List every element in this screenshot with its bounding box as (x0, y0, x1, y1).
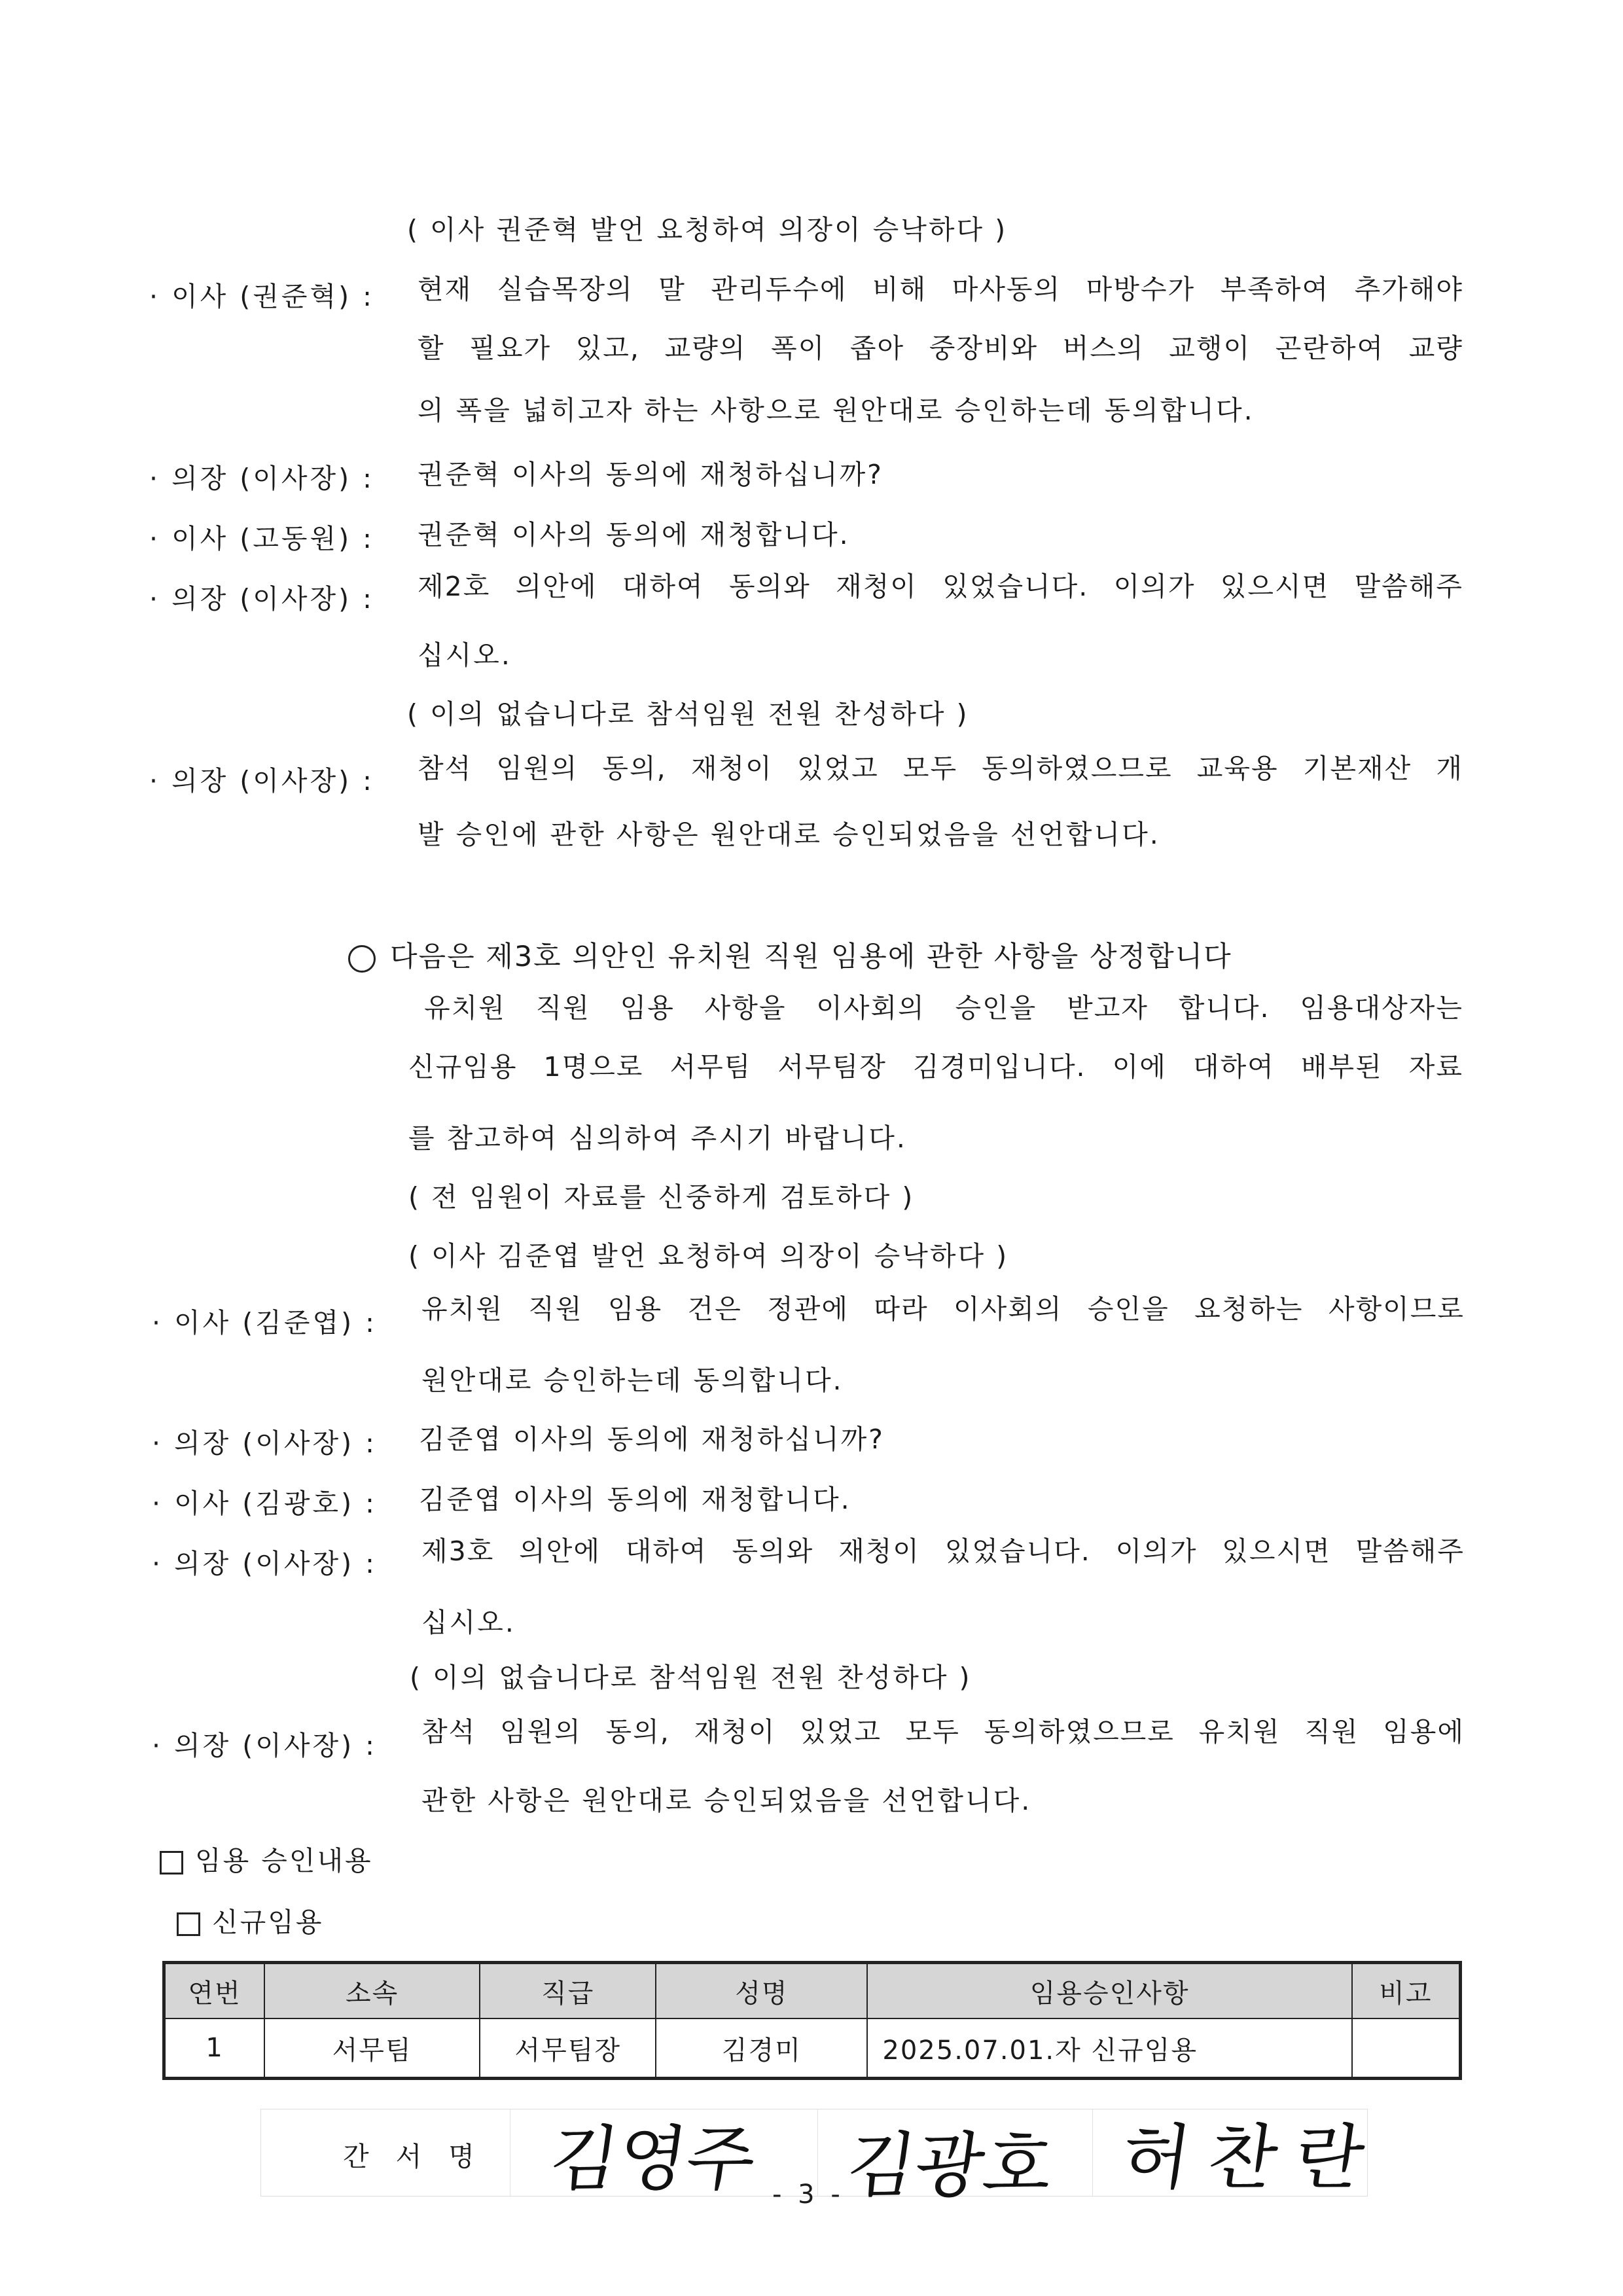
statement-line: 원안대로 승인하는데 동의합니다. (421, 1365, 844, 1396)
speaker-label: · 이사 (권준혁) : (149, 281, 374, 312)
agenda-heading (348, 935, 1232, 975)
table-cell: 2025.07.01.자 신규임용 (867, 2018, 1351, 2079)
table-cell: 서무팀장 (480, 2018, 656, 2079)
table-cell: 김경미 (656, 2018, 867, 2079)
statement-line: 할 필요가 있고, 교량의 폭이 좁아 중장비와 버스의 교행이 곤란하여 교량 (418, 332, 1463, 364)
checkbox-square-icon (160, 1851, 183, 1874)
checkbox-square-icon (177, 1912, 200, 1936)
section-subtitle-text: 신규임용 (212, 1907, 324, 1938)
statement-line: 를 참고하여 심의하여 주시기 바랍니다. (408, 1122, 907, 1154)
statement-line: 참석 임원의 동의, 재청이 있었고 모두 동의하였으므로 교육용 기본재산 개 (418, 753, 1463, 784)
speaker-label: · 이사 (김준엽) : (152, 1307, 377, 1338)
table-row (164, 2018, 1461, 2079)
signature-label: 간 서 명 (343, 2141, 484, 2172)
statement-line: 참석 임원의 동의, 재청이 있었고 모두 동의하였으므로 유치원 직원 임용에 (421, 1716, 1465, 1748)
column-header: 소속 (264, 1963, 480, 2019)
column-header: 직급 (480, 1963, 656, 2019)
handwritten-signature: 김광호 (841, 2125, 1058, 2207)
agenda-heading-text: 다음은 제3호 의안인 유치원 직원 임용에 관한 사항을 상정합니다 (390, 941, 1232, 973)
speaker-label: · 의장 (이사장) : (149, 765, 374, 797)
table-header-row (164, 1963, 1461, 2019)
column-header: 비고 (1352, 1963, 1461, 2019)
statement-line: 신규임용 1명으로 서무팀 서무팀장 김경미입니다. 이에 대하여 배부된 자료 (408, 1051, 1463, 1083)
statement-line: 의 폭을 넓히고자 하는 사항으로 원안대로 승인하는데 동의합니다. (418, 395, 1255, 426)
speaker-label: · 의장 (이사장) : (152, 1548, 377, 1579)
handwritten-signature: 김영주 (544, 2119, 761, 2200)
speaker-label: · 이사 (김광호) : (152, 1488, 377, 1519)
statement-line: 권준혁 이사의 동의에 재청하십니까? (418, 459, 883, 490)
table-cell (1352, 2018, 1461, 2079)
statement-line: 십시오. (421, 1607, 516, 1638)
statement-line: 관한 사항은 원안대로 승인되었음을 선언합니다. (421, 1785, 1032, 1816)
procedural-note: ( 이의 없습니다로 참석임원 전원 찬성하다 ) (410, 1662, 972, 1693)
table-cell: 서무팀 (264, 2018, 480, 2079)
statement-line: 김준엽 이사의 동의에 재청하십니까? (419, 1424, 885, 1455)
speaker-label: · 의장 (이사장) : (149, 583, 374, 615)
section-subtitle (177, 1901, 323, 1939)
column-header: 성명 (656, 1963, 867, 2019)
procedural-note: ( 이의 없습니다로 참석임원 전원 찬성하다 ) (407, 698, 969, 730)
table-cell: 1 (164, 2018, 265, 2079)
section-title (160, 1839, 373, 1878)
section-title-text: 임용 승인내용 (195, 1845, 373, 1876)
statement-line: 제3호 의안에 대하여 동의와 재청이 있었습니다. 이의가 있으시면 말씀해주 (421, 1535, 1465, 1567)
page-number: - 3 - (772, 2179, 844, 2210)
circle-bullet-icon (348, 945, 376, 973)
statement-line: 유치원 직원 임용 사항을 이사회의 승인을 받고자 합니다. 임용대상자는 (424, 992, 1463, 1024)
statement-line: 발 승인에 관한 사항은 원안대로 승인되었음을 선언합니다. (418, 819, 1160, 850)
column-header: 연번 (164, 1963, 265, 2019)
speaker-label: · 의장 (이사장) : (152, 1730, 377, 1761)
statement-line: 김준엽 이사의 동의에 재청합니다. (419, 1484, 851, 1515)
procedural-note: ( 이사 권준혁 발언 요청하여 의장이 승낙하다 ) (407, 214, 1008, 245)
speaker-label: · 의장 (이사장) : (152, 1427, 377, 1459)
procedural-note: ( 전 임원이 자료를 신중하게 검토하다 ) (408, 1181, 915, 1213)
appointment-table (162, 1961, 1462, 2080)
speaker-label: · 의장 (이사장) : (149, 463, 374, 494)
statement-line: 현재 실습목장의 말 관리두수에 비해 마사동의 마방수가 부족하여 추가해야 (418, 274, 1463, 305)
procedural-note: ( 이사 김준엽 발언 요청하여 의장이 승낙하다 ) (408, 1240, 1009, 1272)
statement-line: 제2호 의안에 대하여 동의와 재청이 있었습니다. 이의가 있으시면 말씀해주 (418, 571, 1463, 602)
statement-line: 십시오. (418, 639, 512, 671)
column-header: 임용승인사항 (867, 1963, 1351, 2019)
speaker-label: · 이사 (고동원) : (149, 523, 374, 554)
handwritten-signature: 허찬란 (1116, 2117, 1388, 2199)
statement-line: 권준혁 이사의 동의에 재청합니다. (418, 519, 850, 550)
statement-line: 유치원 직원 임용 건은 정관에 따라 이사회의 승인을 요청하는 사항이므로 (421, 1293, 1465, 1325)
